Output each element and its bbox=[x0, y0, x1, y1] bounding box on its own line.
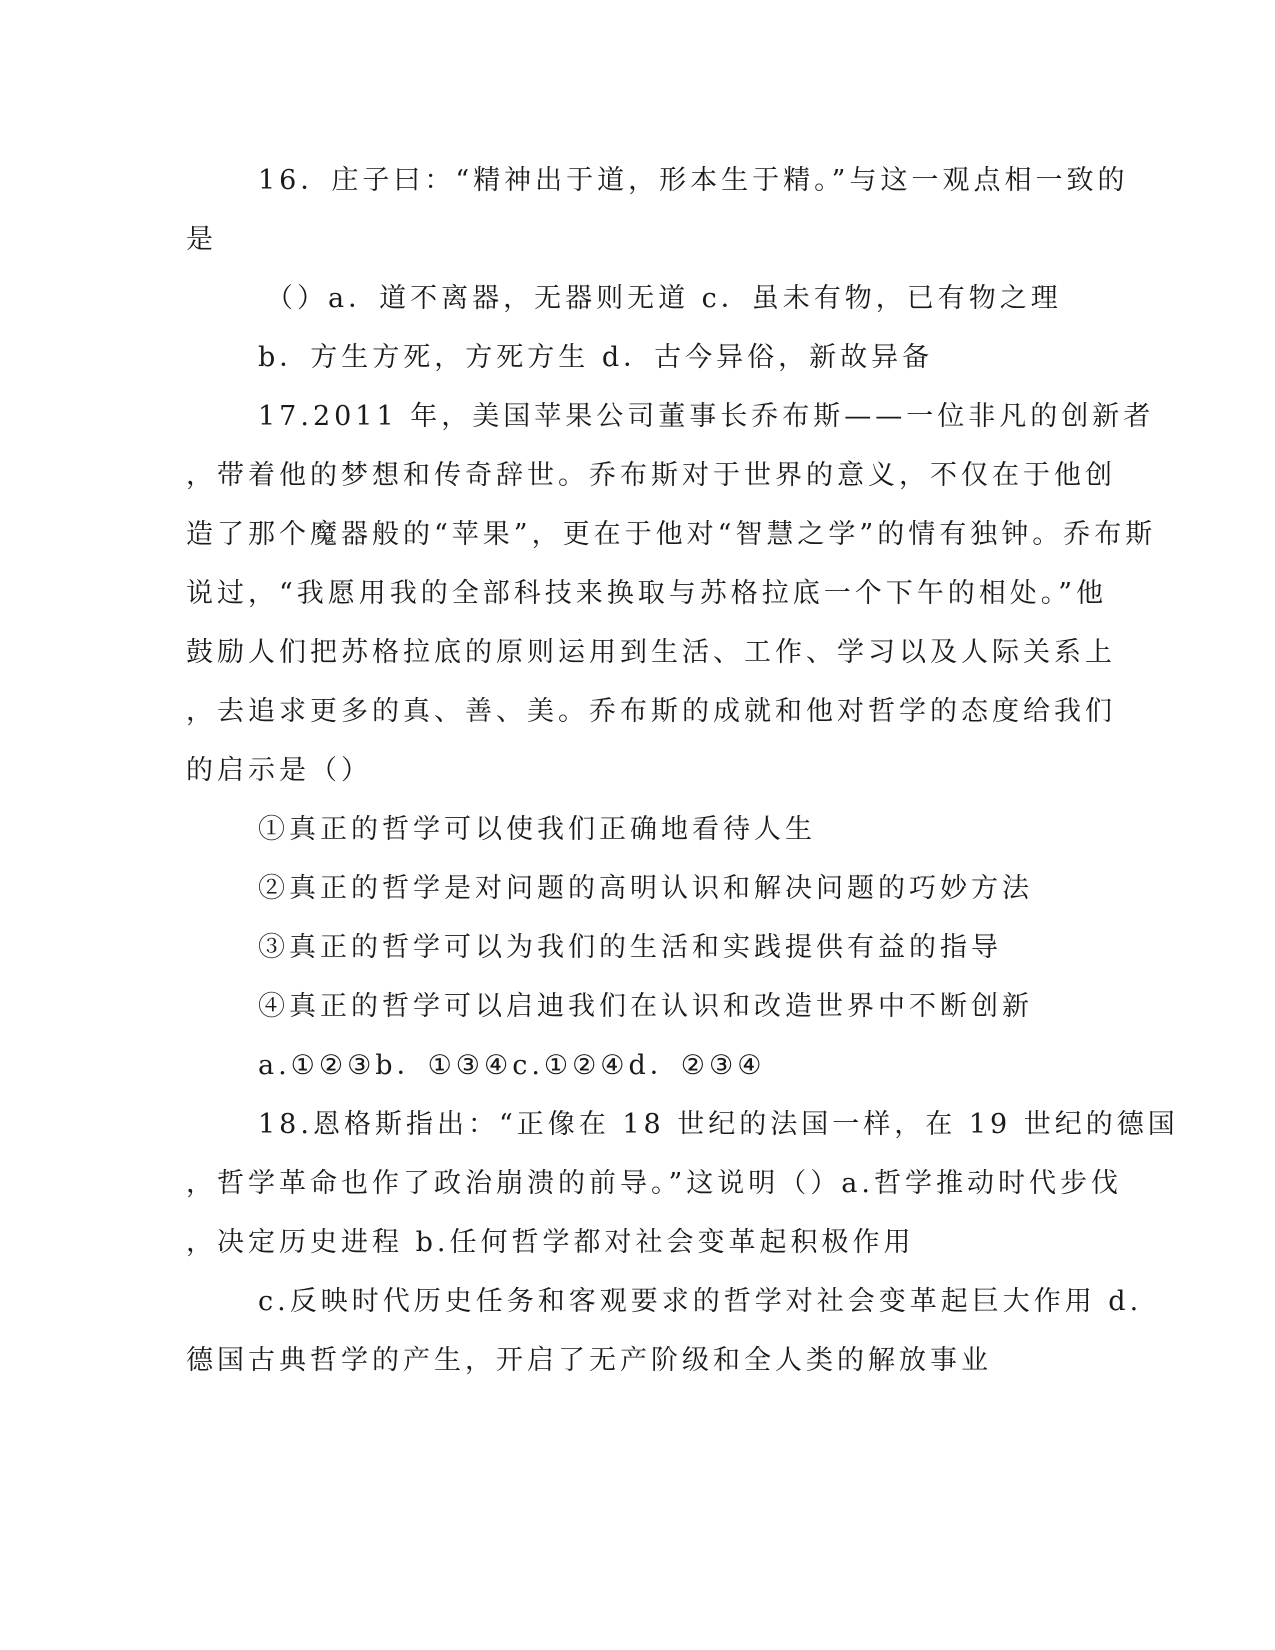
question-17-stem-line-6: ，去追求更多的真、善、美。乔布斯的成就和他对哲学的态度给我们 bbox=[186, 696, 1116, 727]
question-18-option-c: c.反映时代历史任务和客观要求的哲学对社会变革起巨大作用 d. bbox=[258, 1286, 1143, 1317]
question-17-choices: a.①②③b．①③④c.①②④d．②③④ bbox=[258, 1050, 766, 1081]
question-16-stem-continued: 是 bbox=[186, 224, 217, 255]
question-17-stem: 17.2011 年，美国苹果公司董事长乔布斯——一位非凡的创新者 bbox=[258, 401, 1155, 432]
question-16-options-a-c: （）a．道不离器，无器则无道 c．虽未有物，已有物之理 bbox=[266, 283, 1062, 314]
question-17-statement-3: ③真正的哲学可以为我们的生活和实践提供有益的指导 bbox=[258, 932, 1002, 963]
question-18-stem-line-2: ，哲学革命也作了政治崩溃的前导。”这说明（）a.哲学推动时代步伐 bbox=[186, 1168, 1122, 1199]
question-18-stem-line-3: ，决定历史进程 b.任何哲学都对社会变革起积极作用 bbox=[186, 1227, 915, 1258]
question-17-stem-line-5: 鼓励人们把苏格拉底的原则运用到生活、工作、学习以及人际关系上 bbox=[186, 637, 1116, 668]
question-17-statement-1: ①真正的哲学可以使我们正确地看待人生 bbox=[258, 814, 816, 845]
question-17-stem-line-3: 造了那个魔器般的“苹果”，更在于他对“智慧之学”的情有独钟。乔布斯 bbox=[186, 519, 1157, 550]
question-16-options-b-d: b．方生方死，方死方生 d．古今异俗，新故异备 bbox=[258, 342, 934, 373]
question-17-stem-line-4: 说过，“我愿用我的全部科技来换取与苏格拉底一个下午的相处。”他 bbox=[186, 578, 1108, 609]
question-18-option-d: 德国古典哲学的产生，开启了无产阶级和全人类的解放事业 bbox=[186, 1345, 992, 1376]
question-16-stem: 16．庄子曰：“精神出于道，形本生于精。”与这一观点相一致的 bbox=[258, 165, 1129, 196]
question-17-stem-line-2: ，带着他的梦想和传奇辞世。乔布斯对于世界的意义，不仅在于他创 bbox=[186, 460, 1116, 491]
question-17-statement-4: ④真正的哲学可以启迪我们在认识和改造世界中不断创新 bbox=[258, 991, 1033, 1022]
question-18-stem: 18.恩格斯指出：“正像在 18 世纪的法国一样，在 19 世纪的德国 bbox=[258, 1109, 1179, 1140]
question-17-statement-2: ②真正的哲学是对问题的高明认识和解决问题的巧妙方法 bbox=[258, 873, 1033, 904]
question-17-stem-line-7: 的启示是（） bbox=[186, 755, 372, 786]
